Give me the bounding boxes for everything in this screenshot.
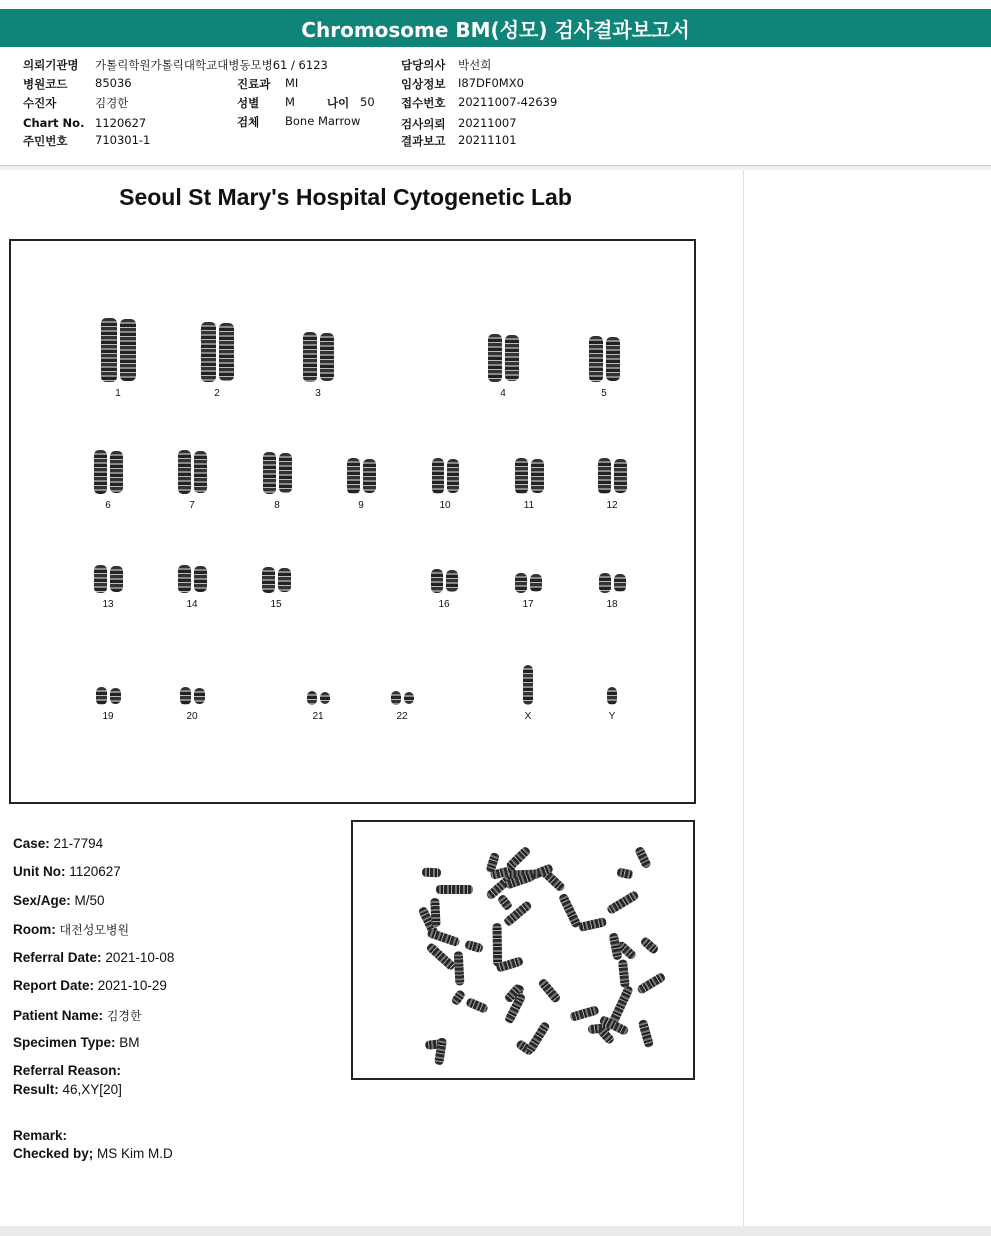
chromosome-Y: [607, 687, 617, 722]
chromosome-15-homolog: [262, 567, 275, 593]
metaphase-chromosome: [618, 960, 630, 988]
sexage-value: M/50: [74, 893, 105, 908]
chromosome-17: [515, 573, 542, 610]
bottom-strip: [0, 1226, 991, 1236]
chromosome-14-homolog: [194, 566, 207, 592]
report-date-row: [13, 978, 167, 993]
chromosome-14: [178, 565, 207, 610]
chromosome-number: 6: [105, 500, 111, 511]
chromosome-number: 22: [396, 711, 408, 722]
chromosome-number: 18: [606, 599, 618, 610]
chromosome-9-homolog: [363, 459, 376, 493]
chromosome-number: X: [524, 711, 532, 722]
metaphase-chromosome: [422, 868, 441, 878]
metaphase-chromosome: [465, 940, 485, 954]
chromosome-10: [432, 458, 459, 511]
result-value: 46,XY[20]: [62, 1082, 122, 1097]
room-row: [13, 921, 129, 938]
chromosome-22: [391, 691, 414, 722]
chromosome-8: [263, 452, 292, 511]
result-row: [13, 1082, 122, 1097]
chromosome-7-homolog: [194, 451, 207, 493]
clinical-label: 임상정보: [401, 77, 446, 91]
chromosome-16-homolog: [446, 570, 458, 592]
specimen-type-value: BM: [119, 1035, 140, 1050]
doctor-label: 담당의사: [401, 58, 446, 72]
chromosome-X: [523, 665, 533, 722]
chromosome-16-homolog: [431, 569, 443, 593]
sexage-label: Sex/Age:: [13, 893, 71, 908]
chromosome-21-homolog: [320, 692, 330, 704]
chromosome-2: [201, 322, 234, 399]
chromosome-number: 9: [358, 500, 364, 511]
chromosome-21: [307, 691, 330, 722]
chromosome-22-homolog: [391, 691, 401, 705]
receipt-label: 접수번호: [401, 96, 446, 110]
unit-row: [13, 864, 121, 879]
metaphase-chromosome: [425, 942, 456, 971]
remark-label: Remark:: [13, 1128, 68, 1143]
chromosome-13-homolog: [110, 566, 123, 592]
patient-value: 김경한: [95, 96, 129, 110]
request-label: 검사의뢰: [401, 117, 446, 131]
chromosome-9-homolog: [347, 458, 360, 494]
chromosome-21-homolog: [307, 691, 317, 705]
chromosome-number: 7: [189, 500, 195, 511]
chromosome-1: [101, 318, 136, 399]
chromosome-1-homolog: [120, 319, 136, 381]
chromosome-11: [515, 458, 544, 511]
unit-label: Unit No:: [13, 864, 66, 879]
metaphase-chromosome: [454, 951, 465, 986]
lab-title: Seoul St Mary's Hospital Cytogenetic Lab: [119, 184, 572, 210]
room-label: Room:: [13, 922, 56, 937]
chromosome-number: 1: [115, 388, 121, 399]
report-title-bar: [0, 9, 991, 47]
report-date-value: 2021-10-29: [97, 978, 167, 993]
right-blank-pane: [744, 170, 991, 1226]
patient-name-row: [13, 1007, 142, 1024]
metaphase-chromosome: [505, 845, 532, 871]
chart-label: Chart No.: [23, 116, 85, 130]
metaphase-chromosome: [634, 846, 652, 870]
age-label: 나이: [327, 96, 350, 110]
chromosome-15-homolog: [278, 568, 291, 592]
chromosome-number: 21: [312, 711, 324, 722]
hospital-code-label: 병원코드: [23, 77, 68, 91]
metaphase-chromosome: [430, 898, 440, 927]
metaphase-chromosome: [558, 892, 582, 928]
chromosome-6: [94, 450, 123, 511]
chromosome-15: [262, 567, 291, 610]
chromosome-number: 17: [522, 599, 534, 610]
chromosome-18-homolog: [599, 573, 611, 593]
chromosome-number: 12: [606, 500, 618, 511]
specimen-type-row: [13, 1035, 140, 1050]
chromosome-4-homolog: [488, 334, 502, 382]
chromosome-2-homolog: [219, 323, 234, 381]
checked-row: [13, 1146, 173, 1161]
chart-value: 1120627: [95, 116, 147, 130]
chromosome-18-homolog: [614, 574, 626, 592]
chromosome-10-homolog: [432, 458, 444, 494]
chromosome-number: 8: [274, 500, 280, 511]
chromosome-17-homolog: [530, 574, 542, 592]
metaphase-chromosome: [640, 936, 660, 955]
resident-label: 주민번호: [23, 134, 68, 148]
chromosome-number: 13: [102, 599, 114, 610]
result-date-label: 결과보고: [401, 134, 446, 148]
report-title: Chromosome BM(성모) 검사결과보고서: [301, 17, 690, 42]
receipt-value: 20211007-42639: [458, 95, 558, 109]
result-label: Result:: [13, 1082, 59, 1097]
chromosome-number: 14: [186, 599, 198, 610]
chromosome-X-homolog: [523, 665, 533, 705]
metaphase-chromosome: [635, 972, 666, 995]
chromosome-19-homolog: [110, 688, 121, 704]
case-label: Case:: [13, 836, 50, 851]
doctor-value: 박선희: [458, 58, 492, 72]
chromosome-16: [431, 569, 458, 610]
chromosome-number: 10: [439, 500, 451, 511]
metaphase-chromosome: [493, 923, 503, 966]
chromosome-12-homolog: [614, 459, 627, 493]
referral-reason-row: [13, 1063, 121, 1078]
metaphase-chromosome: [637, 1019, 653, 1048]
chromosome-6-homolog: [94, 450, 107, 494]
request-value: 20211007: [458, 116, 517, 130]
age-value: 50: [360, 95, 375, 109]
chromosome-20-homolog: [194, 688, 205, 704]
chromosome-4: [488, 334, 519, 399]
chromosome-7: [178, 450, 207, 511]
chromosome-19-homolog: [96, 687, 107, 705]
chromosome-3-homolog: [320, 333, 334, 381]
chromosome-number: 5: [601, 388, 607, 399]
chromosome-number: 3: [315, 388, 321, 399]
checked-value: MS Kim M.D: [97, 1146, 173, 1161]
patient-name-value: 김경한: [106, 1009, 142, 1023]
chromosome-8-homolog: [263, 452, 276, 494]
chromosome-number: 20: [186, 711, 198, 722]
report-document: [0, 170, 744, 1226]
chromosome-20: [180, 687, 205, 722]
dept-value: MI: [285, 76, 299, 90]
chromosome-12: [598, 458, 627, 511]
top-margin: [0, 0, 991, 9]
chromosome-number: 19: [102, 711, 114, 722]
chromosome-5-homolog: [606, 337, 620, 381]
specimen-type-label: Specimen Type:: [13, 1035, 116, 1050]
institution-label: 의뢰기관명: [23, 58, 79, 72]
room-value: 대전성모병원: [59, 923, 130, 937]
chromosome-3-homolog: [303, 332, 317, 382]
chromosome-number: 11: [523, 500, 535, 511]
sex-value: M: [285, 95, 295, 109]
metaphase-chromosome: [569, 1006, 599, 1023]
chromosome-7-homolog: [178, 450, 191, 494]
chromosome-number: 15: [270, 599, 282, 610]
chromosome-1-homolog: [101, 318, 117, 382]
chromosome-18: [599, 573, 626, 610]
patient-info-panel: [0, 47, 991, 166]
remark-row: [13, 1128, 67, 1143]
specimen-label: 검체: [237, 115, 260, 129]
metaphase-chromosome: [451, 989, 467, 1006]
clinical-value: I87DF0MX0: [458, 76, 524, 90]
chromosome-20-homolog: [180, 687, 191, 705]
sexage-row: [13, 893, 105, 908]
chromosome-5-homolog: [589, 336, 603, 382]
referral-reason-label: Referral Reason:: [13, 1063, 122, 1078]
chromosome-number: Y: [608, 711, 616, 722]
chromosome-12-homolog: [598, 458, 611, 494]
hospital-code-value: 85036: [95, 76, 132, 90]
metaphase-chromosome: [578, 917, 607, 932]
metaphase-chromosome: [496, 893, 513, 911]
patient-name-label: Patient Name:: [13, 1008, 104, 1023]
unit-value: 1120627: [69, 864, 121, 879]
chromosome-11-homolog: [515, 458, 528, 494]
metaphase-chromosome: [617, 867, 635, 879]
referral-date-value: 2021-10-08: [105, 950, 175, 965]
checked-label: Checked by;: [13, 1146, 94, 1161]
chromosome-number: 16: [438, 599, 450, 610]
metaphase-chromosome: [466, 997, 490, 1014]
chromosome-13-homolog: [94, 565, 107, 593]
chromosome-number: 2: [214, 388, 220, 399]
chromosome-Y-homolog: [607, 687, 617, 705]
metaphase-chromosome: [436, 885, 474, 894]
case-row: [13, 836, 103, 851]
metaphase-chromosome: [606, 890, 640, 915]
metaphase-chromosome: [525, 1021, 551, 1054]
institution-value: 가톨릭학원가톨릭대학교대병동모병61 / 6123: [95, 58, 328, 72]
sex-label: 성별: [237, 96, 260, 110]
chromosome-10-homolog: [447, 459, 459, 493]
resident-value: 710301-1: [95, 133, 151, 147]
chromosome-2-homolog: [201, 322, 216, 382]
chromosome-6-homolog: [110, 451, 123, 493]
chromosome-5: [589, 336, 620, 399]
report-date-label: Report Date:: [13, 978, 95, 993]
chromosome-4-homolog: [505, 335, 519, 381]
specimen-value: Bone Marrow: [285, 114, 361, 128]
karyogram-panel: [9, 239, 696, 804]
chromosome-8-homolog: [279, 453, 292, 493]
result-date-value: 20211101: [458, 133, 517, 147]
dept-label: 진료과: [237, 77, 271, 91]
case-value: 21-7794: [53, 836, 104, 851]
metaphase-chromosome: [538, 978, 562, 1004]
referral-date-row: [13, 950, 174, 965]
chromosome-19: [96, 687, 121, 722]
patient-label: 수진자: [23, 96, 57, 110]
chromosome-3: [303, 332, 334, 399]
chromosome-13: [94, 565, 123, 610]
chromosome-22-homolog: [404, 692, 414, 704]
chromosome-9: [347, 458, 376, 511]
chromosome-number: 4: [500, 388, 506, 399]
chromosome-14-homolog: [178, 565, 191, 593]
metaphase-image: [351, 820, 695, 1080]
referral-date-label: Referral Date:: [13, 950, 102, 965]
chromosome-11-homolog: [531, 459, 544, 493]
chromosome-17-homolog: [515, 573, 527, 593]
